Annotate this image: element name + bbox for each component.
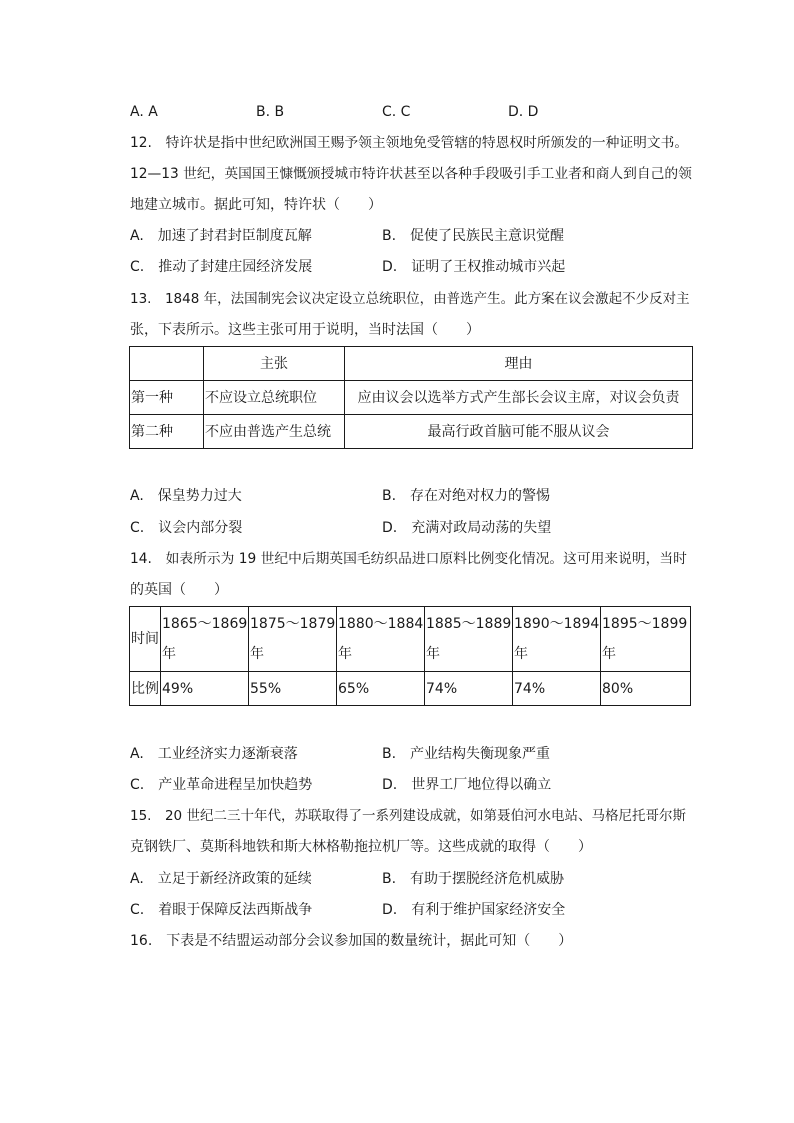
q14-stem-line-1: 14. 如表所示为 19 世纪中后期英国毛纺织品进口原料比例变化情况。这可用来说明，当时 bbox=[130, 551, 687, 567]
q14-period-4: 1885～1889 年 bbox=[425, 607, 513, 672]
table-row bbox=[130, 347, 693, 381]
q12-option-d[interactable]: D. 证明了王权推动城市兴起 bbox=[382, 259, 566, 275]
q14-ratio-5: 74% bbox=[513, 672, 601, 706]
q13-header-claim: 主张 bbox=[204, 347, 345, 381]
q13-header-empty bbox=[130, 347, 204, 381]
q15-option-a[interactable]: A. 立足于新经济政策的延续 bbox=[130, 871, 312, 887]
table-row bbox=[130, 415, 693, 449]
q14-table bbox=[129, 606, 691, 706]
q14-ratio-2: 55% bbox=[249, 672, 337, 706]
table-row bbox=[130, 381, 693, 415]
q13-row2-claim: 不应由普选产生总统 bbox=[204, 415, 345, 449]
q12-stem-line-1: 12. 特许状是指中世纪欧洲国王赐予领主领地免受管辖的特恩权时所颁发的一种证明文书。 bbox=[130, 135, 689, 151]
q13-row1-reason: 应由议会以选举方式产生部长会议主席，对议会负责 bbox=[345, 381, 693, 415]
q12-option-a[interactable]: A. 加速了封君封臣制度瓦解 bbox=[130, 228, 312, 244]
q14-stem-line-2: 的英国（ ） bbox=[130, 582, 228, 598]
q15-option-b[interactable]: B. 有助于摆脱经济危机威胁 bbox=[382, 871, 565, 887]
q13-option-a[interactable]: A. 保皇势力过大 bbox=[130, 488, 242, 504]
q15-option-c[interactable]: C. 着眼于保障反法西斯战争 bbox=[130, 902, 313, 918]
q15-stem-line-2: 克钢铁厂、莫斯科地铁和斯大林格勒拖拉机厂等。这些成就的取得（ ） bbox=[130, 839, 592, 855]
q14-label-ratio: 比例 bbox=[130, 672, 161, 706]
q13-header-reason: 理由 bbox=[345, 347, 693, 381]
q13-row1-claim: 不应设立总统职位 bbox=[204, 381, 345, 415]
q14-period-2: 1875～1879 年 bbox=[249, 607, 337, 672]
q15-option-d[interactable]: D. 有利于维护国家经济安全 bbox=[382, 902, 566, 918]
q14-ratio-6: 80% bbox=[601, 672, 691, 706]
q11-option-a[interactable]: A. A bbox=[130, 104, 158, 120]
q14-ratio-4: 74% bbox=[425, 672, 513, 706]
q14-option-d[interactable]: D. 世界工厂地位得以确立 bbox=[382, 777, 552, 793]
q14-period-1: 1865～1869 年 bbox=[161, 607, 249, 672]
q14-option-c[interactable]: C. 产业革命进程呈加快趋势 bbox=[130, 777, 313, 793]
q14-option-a[interactable]: A. 工业经济实力逐渐衰落 bbox=[130, 746, 298, 762]
q16-stem-line-1: 16. 下表是不结盟运动部分会议参加国的数量统计，据此可知（ ） bbox=[130, 933, 573, 949]
q13-row2-type: 第二种 bbox=[130, 415, 204, 449]
q14-period-3: 1880～1884 年 bbox=[337, 607, 425, 672]
q12-stem-line-3: 地建立城市。据此可知，特许状（ ） bbox=[130, 197, 382, 213]
q13-stem-line-2: 张，下表所示。这些主张可用于说明，当时法国（ ） bbox=[130, 322, 480, 338]
q14-ratio-3: 65% bbox=[337, 672, 425, 706]
q12-stem-line-2: 12—13 世纪，英国国王慷慨颁授城市特许状甚至以各种手段吸引手工业者和商人到自己的领 bbox=[130, 166, 692, 182]
q11-option-b[interactable]: B. B bbox=[256, 104, 285, 120]
q13-option-b[interactable]: B. 存在对绝对权力的警惕 bbox=[382, 488, 551, 504]
q13-option-c[interactable]: C. 议会内部分裂 bbox=[130, 520, 243, 536]
q13-row1-type: 第一种 bbox=[130, 381, 204, 415]
q14-period-6: 1895～1899 年 bbox=[601, 607, 691, 672]
q13-row2-reason: 最高行政首脑可能不服从议会 bbox=[345, 415, 693, 449]
q14-option-b[interactable]: B. 产业结构失衡现象严重 bbox=[382, 746, 551, 762]
q12-option-c[interactable]: C. 推动了封建庄园经济发展 bbox=[130, 259, 313, 275]
q14-period-5: 1890～1894 年 bbox=[513, 607, 601, 672]
q14-ratio-1: 49% bbox=[161, 672, 249, 706]
q15-stem-line-1: 15. 20 世纪二三十年代，苏联取得了一系列建设成就，如第聂伯河水电站、马格尼托哥尔斯 bbox=[130, 808, 686, 824]
q11-option-c[interactable]: C. C bbox=[382, 104, 411, 120]
q12-option-b[interactable]: B. 促使了民族民主意识觉醒 bbox=[382, 228, 565, 244]
q14-label-time: 时间 bbox=[130, 607, 161, 672]
table-row bbox=[130, 607, 691, 672]
q13-table bbox=[129, 346, 693, 449]
q13-option-d[interactable]: D. 充满对政局动荡的失望 bbox=[382, 520, 552, 536]
q13-stem-line-1: 13. 1848 年，法国制宪会议决定设立总统职位，由普选产生。此方案在议会激起不少反对主 bbox=[130, 291, 690, 307]
table-row bbox=[130, 672, 691, 706]
q11-option-d[interactable]: D. D bbox=[508, 104, 539, 120]
